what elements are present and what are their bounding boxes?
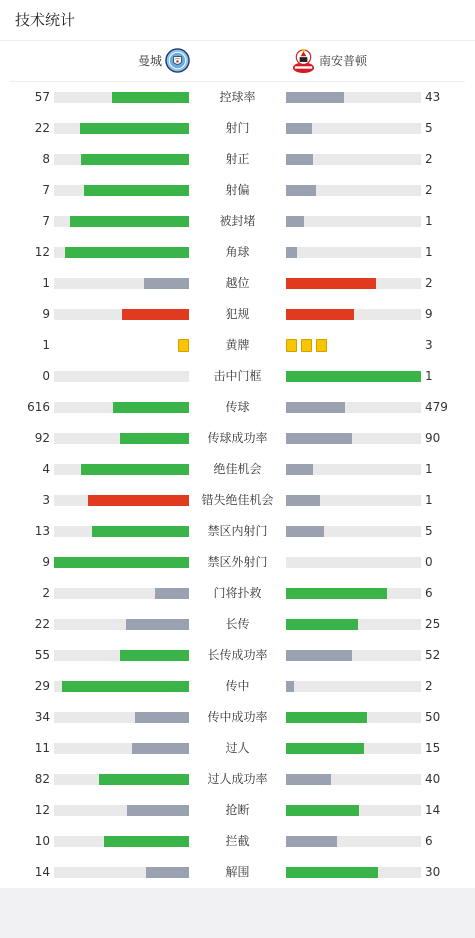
away-stat-bar <box>286 805 359 816</box>
away-stat-value: 1 <box>425 493 433 507</box>
home-stat-bar-track <box>54 123 189 134</box>
away-stat-bar <box>286 712 367 723</box>
home-stat-value: 2 <box>42 586 50 600</box>
stat-row <box>0 516 475 547</box>
home-stat-bar <box>155 588 189 599</box>
home-stat-value: 8 <box>42 152 50 166</box>
away-stat-value: 2 <box>425 152 433 166</box>
away-stat-bar <box>286 247 297 258</box>
stat-label: 错失绝佳机会 <box>201 493 274 507</box>
stat-row <box>0 795 475 826</box>
stat-label: 传球 <box>225 400 250 414</box>
stat-row <box>0 764 475 795</box>
home-stat-bar <box>120 650 189 661</box>
home-stat-bar <box>146 867 189 878</box>
away-stat-bar <box>286 464 313 475</box>
stat-row <box>0 423 475 454</box>
away-stat-value: 25 <box>425 617 441 631</box>
divider <box>0 40 475 41</box>
stat-label: 犯规 <box>225 307 250 321</box>
stat-row <box>0 640 475 671</box>
stat-label: 过人 <box>225 741 250 755</box>
stat-row <box>0 609 475 640</box>
away-stat-bar-track <box>286 836 421 847</box>
away-stat-bar <box>286 154 313 165</box>
home-stat-value: 11 <box>34 741 50 755</box>
home-stat-value: 82 <box>34 772 50 786</box>
home-stat-value: 1 <box>42 276 50 290</box>
away-stat-value: 2 <box>425 183 433 197</box>
home-stat-bar-track <box>54 526 189 537</box>
away-stat-bar <box>286 92 344 103</box>
home-stat-bar-track <box>54 805 189 816</box>
away-stat-bar-track <box>286 123 421 134</box>
away-stat-value: 40 <box>425 772 441 786</box>
home-stat-bar-track <box>54 309 189 320</box>
home-stat-bar-track <box>54 495 189 506</box>
home-stat-value: 9 <box>42 307 50 321</box>
away-yellow-cards <box>286 339 327 352</box>
home-stat-value: 7 <box>42 183 50 197</box>
home-stat-bar <box>132 743 189 754</box>
away-stat-bar-track <box>286 216 421 227</box>
home-stat-value: 9 <box>42 555 50 569</box>
stat-row <box>0 826 475 857</box>
yellow-card-icon <box>316 339 327 352</box>
home-stat-bar-track <box>54 712 189 723</box>
stat-label: 角球 <box>225 245 250 259</box>
stat-label: 控球率 <box>219 90 256 104</box>
home-stat-bar-track <box>54 278 189 289</box>
away-stat-bar <box>286 743 364 754</box>
home-stat-bar <box>135 712 189 723</box>
stat-row <box>0 454 475 485</box>
away-stat-bar-track <box>286 433 421 444</box>
home-stat-bar-track <box>54 92 189 103</box>
home-stat-bar <box>88 495 189 506</box>
away-stat-bar-track <box>286 557 421 568</box>
stat-label: 长传成功率 <box>207 648 268 662</box>
away-stat-bar-track <box>286 619 421 630</box>
home-stat-bar <box>81 464 189 475</box>
stat-label: 传中成功率 <box>207 710 268 724</box>
home-stat-value: 55 <box>34 648 50 662</box>
home-stat-bar <box>81 154 189 165</box>
stat-row <box>0 733 475 764</box>
away-stat-bar <box>286 185 316 196</box>
home-stat-bar-track <box>54 371 189 382</box>
stat-row <box>0 206 475 237</box>
away-stat-bar <box>286 867 378 878</box>
away-stat-bar-track <box>286 309 421 320</box>
home-stat-bar <box>104 836 189 847</box>
home-stat-value: 92 <box>34 431 50 445</box>
home-stat-bar-track <box>54 681 189 692</box>
home-stat-bar-track <box>54 743 189 754</box>
home-stat-bar-track <box>54 650 189 661</box>
stat-row <box>0 547 475 578</box>
away-stat-value: 1 <box>425 245 433 259</box>
yellow-card-icon <box>286 339 297 352</box>
away-team-name: 南安普顿 <box>319 54 368 68</box>
home-stat-bar <box>62 681 189 692</box>
home-stat-value: 12 <box>34 245 50 259</box>
stat-label: 禁区内射门 <box>207 524 268 538</box>
stat-label: 传球成功率 <box>207 431 268 445</box>
away-stat-bar <box>286 216 304 227</box>
stat-label: 击中门框 <box>213 369 262 383</box>
home-stat-bar <box>99 774 189 785</box>
away-stat-bar-track <box>286 743 421 754</box>
away-stat-bar-track <box>286 650 421 661</box>
away-stat-bar <box>286 619 358 630</box>
away-stat-bar-track <box>286 247 421 258</box>
home-stat-value: 4 <box>42 462 50 476</box>
stat-row <box>0 330 475 361</box>
away-stat-value: 90 <box>425 431 441 445</box>
stat-row <box>0 144 475 175</box>
home-stat-value: 34 <box>34 710 50 724</box>
home-team-name: 曼城 <box>137 54 162 68</box>
away-stat-value: 0 <box>425 555 433 569</box>
southampton-crest-icon <box>291 47 316 75</box>
stat-row <box>0 299 475 330</box>
home-stat-bar <box>70 216 189 227</box>
stat-label: 射偏 <box>225 183 250 197</box>
stat-label: 射门 <box>225 121 250 135</box>
home-yellow-cards <box>178 339 189 352</box>
away-stat-value: 14 <box>425 803 441 817</box>
home-stat-value: 1 <box>42 338 50 352</box>
away-stat-bar-track <box>286 402 421 413</box>
stat-row <box>0 578 475 609</box>
home-stat-bar <box>120 433 189 444</box>
away-stat-bar-track <box>286 371 421 382</box>
away-stat-value: 2 <box>425 276 433 290</box>
away-stat-bar <box>286 309 354 320</box>
home-stat-value: 12 <box>34 803 50 817</box>
home-stat-bar <box>144 278 189 289</box>
stat-label: 越位 <box>225 276 250 290</box>
stat-row <box>0 82 475 113</box>
stat-label: 射正 <box>225 152 250 166</box>
stat-label: 抢断 <box>225 803 250 817</box>
away-stat-value: 43 <box>425 90 441 104</box>
away-stat-bar <box>286 123 312 134</box>
stat-row <box>0 237 475 268</box>
stat-row <box>0 113 475 144</box>
away-stat-value: 1 <box>425 369 433 383</box>
stat-label: 拦截 <box>225 834 250 848</box>
away-stat-value: 3 <box>425 338 433 352</box>
away-stat-bar-track <box>286 92 421 103</box>
home-stat-bar-track <box>54 774 189 785</box>
home-stat-bar-track <box>54 247 189 258</box>
home-stat-bar <box>127 805 189 816</box>
home-stat-value: 616 <box>27 400 50 414</box>
stat-label: 被封堵 <box>219 214 256 228</box>
away-stat-value: 15 <box>425 741 441 755</box>
home-stat-bar-track <box>54 836 189 847</box>
stat-label: 绝佳机会 <box>213 462 262 476</box>
away-stat-bar-track <box>286 278 421 289</box>
home-stat-bar <box>84 185 189 196</box>
away-stat-bar <box>286 433 352 444</box>
away-stat-bar-track <box>286 774 421 785</box>
away-stat-bar <box>286 774 331 785</box>
away-stat-value: 5 <box>425 524 433 538</box>
yellow-card-icon <box>301 339 312 352</box>
away-stat-bar <box>286 526 324 537</box>
home-stat-bar-track <box>54 216 189 227</box>
away-stat-value: 6 <box>425 834 433 848</box>
home-stat-value: 22 <box>34 617 50 631</box>
stat-row <box>0 361 475 392</box>
away-stat-bar <box>286 402 345 413</box>
home-stat-bar <box>112 92 189 103</box>
away-stat-value: 9 <box>425 307 433 321</box>
away-stat-bar-track <box>286 588 421 599</box>
away-stat-value: 1 <box>425 462 433 476</box>
away-stat-value: 30 <box>425 865 441 879</box>
away-stat-value: 1 <box>425 214 433 228</box>
home-stat-bar <box>80 123 189 134</box>
away-stat-bar-track <box>286 154 421 165</box>
away-stat-bar <box>286 495 320 506</box>
away-stat-value: 2 <box>425 679 433 693</box>
home-stat-bar-track <box>54 154 189 165</box>
home-stat-value: 0 <box>42 369 50 383</box>
yellow-card-icon <box>178 339 189 352</box>
away-stat-bar-track <box>286 495 421 506</box>
stat-row <box>0 671 475 702</box>
away-stat-bar-track <box>286 464 421 475</box>
home-stat-value: 3 <box>42 493 50 507</box>
home-stat-value: 10 <box>34 834 50 848</box>
stat-row <box>0 392 475 423</box>
page-title: 技术统计 <box>15 11 76 29</box>
home-stat-value: 29 <box>34 679 50 693</box>
away-stat-value: 52 <box>425 648 441 662</box>
home-stat-bar <box>122 309 190 320</box>
stat-row <box>0 702 475 733</box>
stat-row <box>0 485 475 516</box>
away-stat-bar-track <box>286 867 421 878</box>
away-stat-bar-track <box>286 526 421 537</box>
stat-label: 过人成功率 <box>207 772 268 786</box>
home-stat-bar <box>65 247 189 258</box>
away-stat-value: 479 <box>425 400 448 414</box>
home-stat-bar <box>113 402 189 413</box>
away-stat-bar-track <box>286 185 421 196</box>
home-stat-value: 57 <box>34 90 50 104</box>
home-stat-value: 13 <box>34 524 50 538</box>
away-stat-bar <box>286 371 421 382</box>
away-stat-bar-track <box>286 805 421 816</box>
stat-label: 禁区外射门 <box>207 555 268 569</box>
stat-row <box>0 175 475 206</box>
stat-row <box>0 268 475 299</box>
away-stat-value: 50 <box>425 710 441 724</box>
stat-label: 传中 <box>225 679 250 693</box>
home-stat-bar-track <box>54 185 189 196</box>
home-stat-bar-track <box>54 867 189 878</box>
away-stat-bar <box>286 278 376 289</box>
home-stat-value: 14 <box>34 865 50 879</box>
home-stat-bar <box>126 619 189 630</box>
away-stat-value: 5 <box>425 121 433 135</box>
home-stat-value: 22 <box>34 121 50 135</box>
away-stat-bar-track <box>286 712 421 723</box>
away-stat-bar <box>286 650 352 661</box>
manchester-city-crest-icon <box>165 48 190 73</box>
home-stat-bar-track <box>54 619 189 630</box>
away-stat-bar <box>286 588 387 599</box>
home-stat-bar <box>54 557 189 568</box>
stat-label: 黄牌 <box>225 338 250 352</box>
stat-label: 长传 <box>225 617 250 631</box>
home-stat-bar <box>92 526 189 537</box>
home-stat-bar-track <box>54 464 189 475</box>
home-stat-bar-track <box>54 402 189 413</box>
home-stat-value: 7 <box>42 214 50 228</box>
away-stat-bar <box>286 681 294 692</box>
stat-label: 门将扑救 <box>213 586 262 600</box>
away-stat-value: 6 <box>425 586 433 600</box>
stat-label: 解围 <box>225 865 250 879</box>
home-stat-bar-track <box>54 433 189 444</box>
home-stat-bar-track <box>54 557 189 568</box>
away-stat-bar-track <box>286 681 421 692</box>
stat-row <box>0 857 475 888</box>
away-stat-bar <box>286 836 337 847</box>
home-stat-bar-track <box>54 588 189 599</box>
